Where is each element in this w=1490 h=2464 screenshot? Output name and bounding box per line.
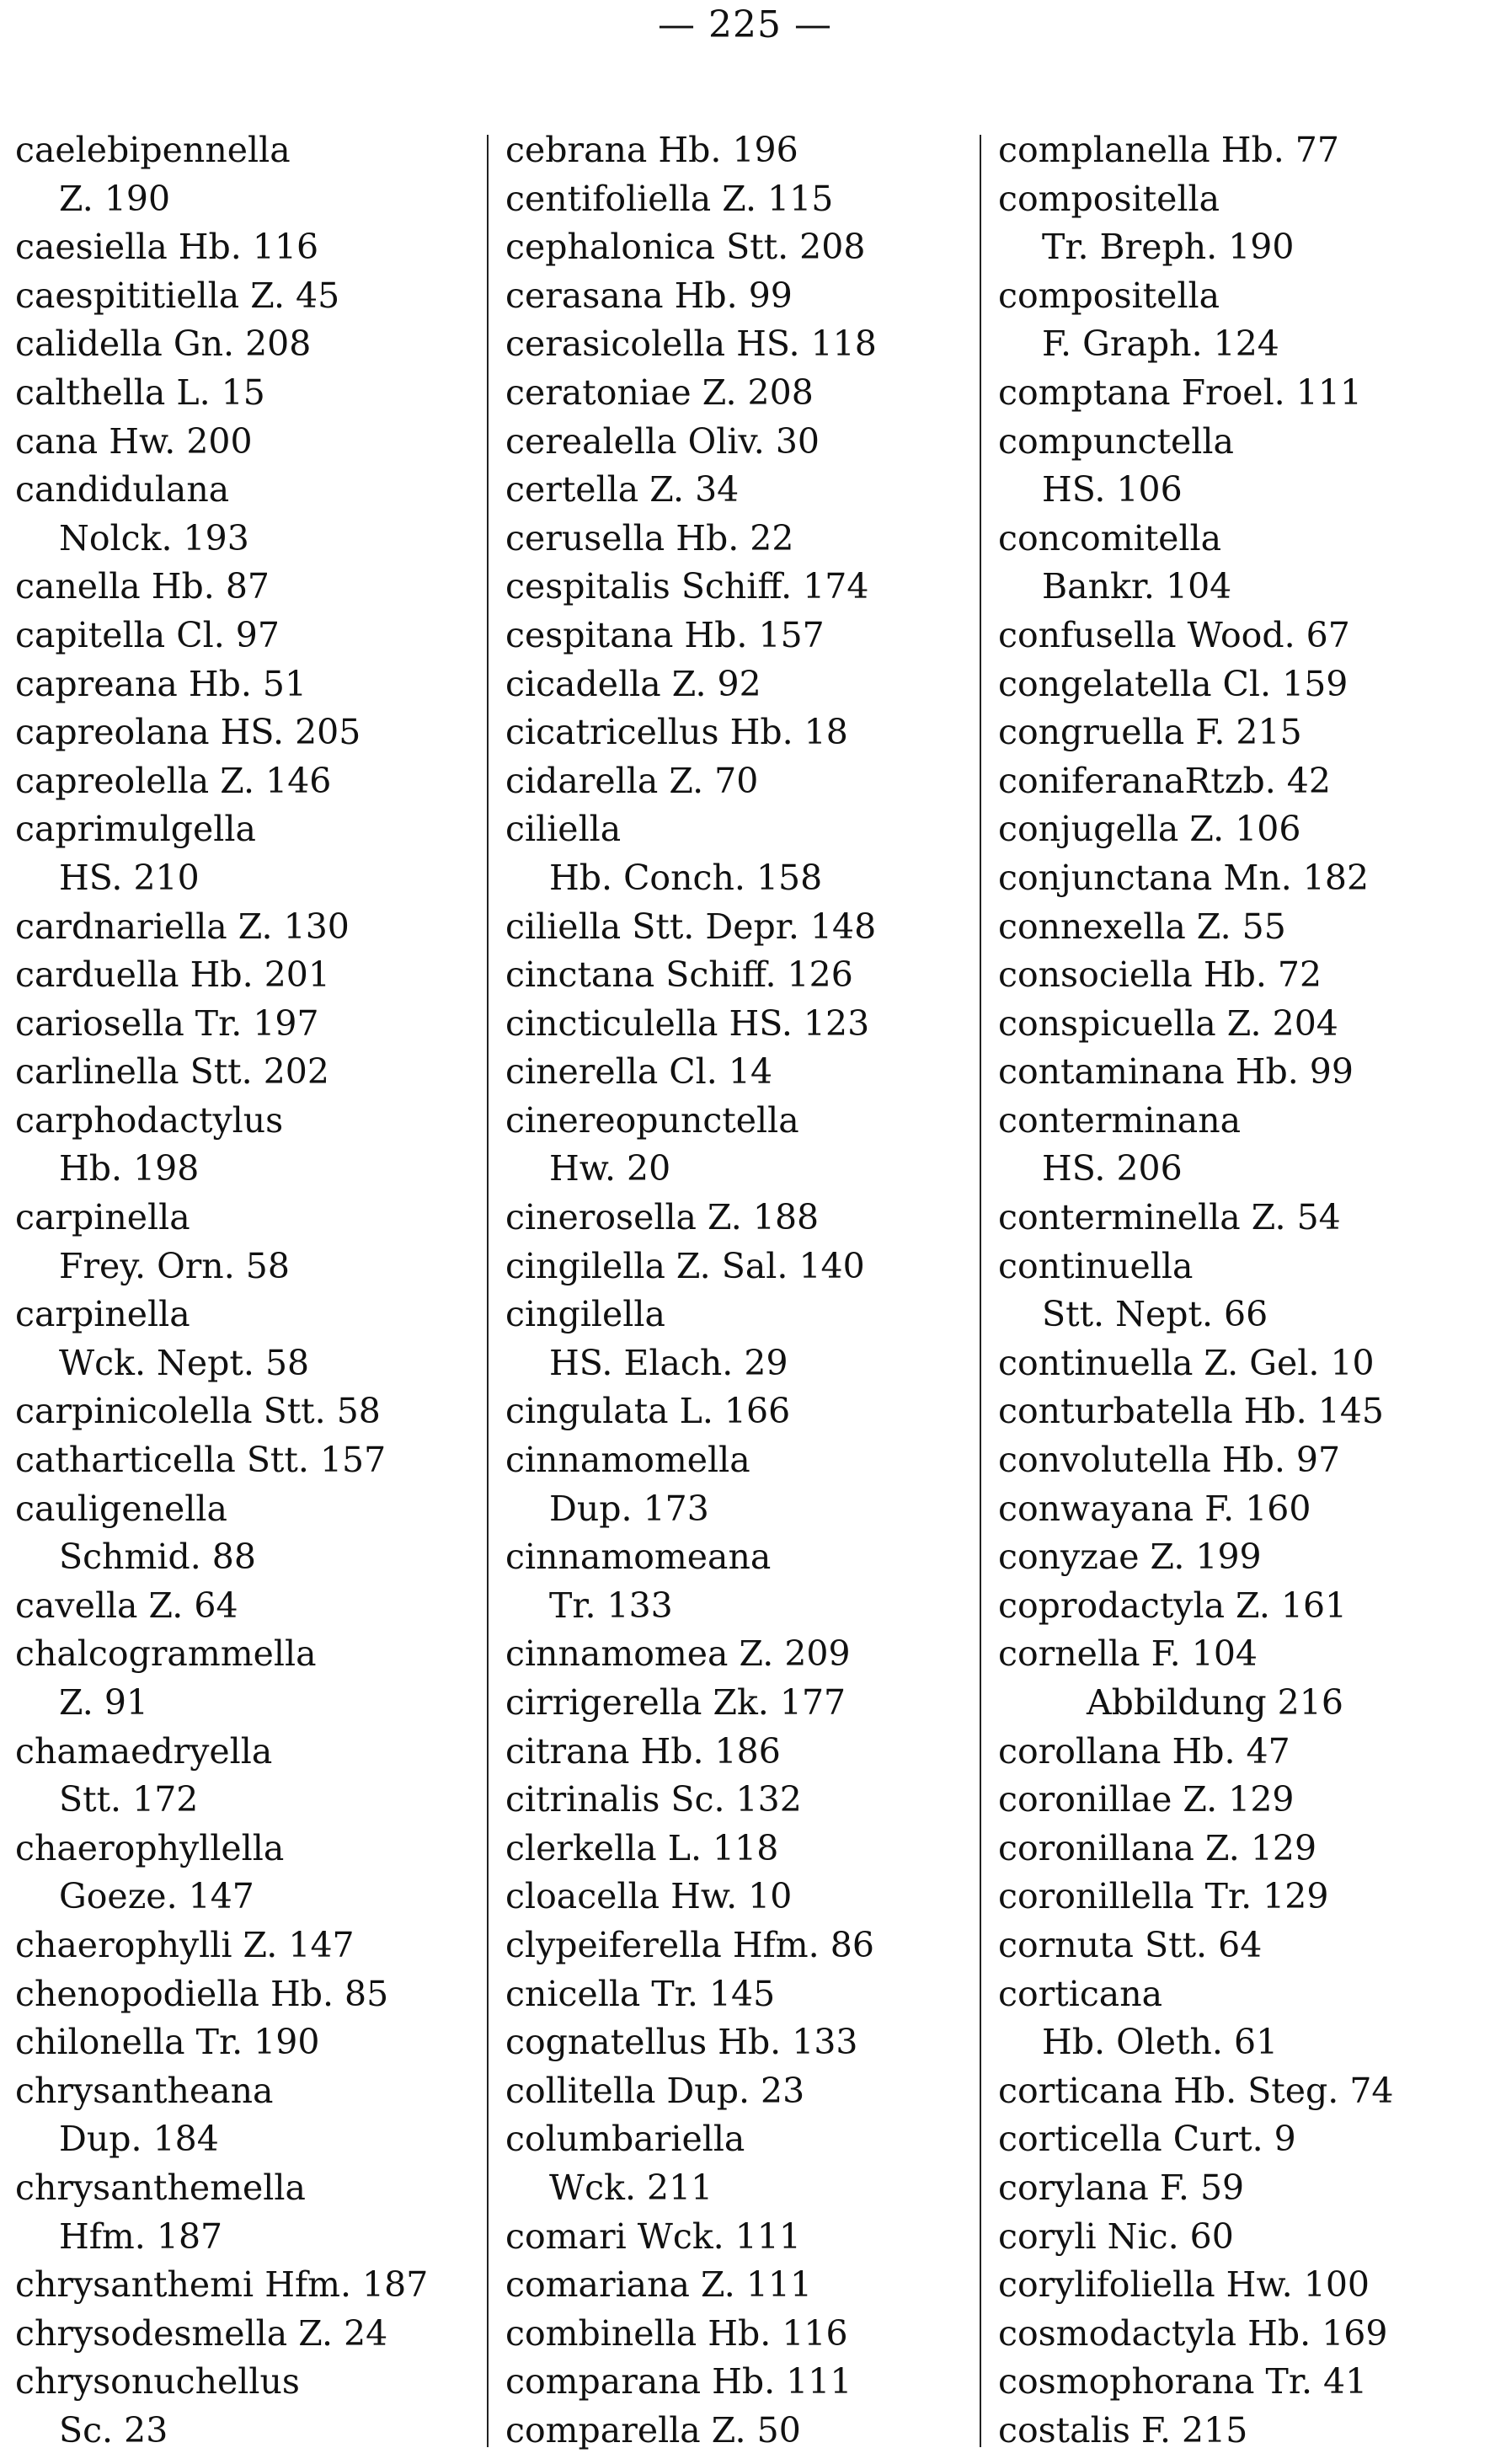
index-entry: coniferanaRtzb. 42 (998, 760, 1331, 801)
index-entry: chaerophylli Z. 147 (15, 1924, 355, 1965)
index-entry: cebrana Hb. 196 (505, 130, 798, 170)
index-entry: conjunctana Mn. 182 (998, 857, 1370, 898)
index-entry: Nolck. 193 (59, 517, 249, 559)
index-entry: cornella F. 104 (998, 1633, 1258, 1675)
index-entry: Hb. 198 (59, 1148, 200, 1189)
index-entry: corticana (998, 1973, 1163, 2014)
index-entry: convolutella Hb. 97 (998, 1440, 1341, 1481)
index-entry: Frey. Orn. 58 (59, 1245, 290, 1286)
index-entry: corollana Hb. 47 (998, 1730, 1290, 1772)
index-entry: chrysanthemi Hfm. 187 (15, 2264, 429, 2306)
index-entry: canella Hb. 87 (15, 566, 270, 607)
index-entry: cincticulella HS. 123 (505, 1002, 870, 1044)
index-entry: ciliella Stt. Depr. 148 (505, 906, 877, 947)
index-entry: chrysonuchellus (15, 2361, 300, 2403)
index-entry: Hfm. 187 (59, 2215, 223, 2257)
index-entry: conyzae Z. 199 (998, 1537, 1262, 1578)
index-entry: cosmophorana Tr. 41 (998, 2361, 1368, 2403)
index-entry: comparella Z. 50 (505, 2409, 801, 2451)
index-entry: complanella Hb. 77 (998, 130, 1339, 170)
index-entry: cingulata L. 166 (505, 1391, 791, 1432)
index-entry: candidulana (15, 469, 230, 510)
index-entry: conspicuella Z. 204 (998, 1002, 1338, 1044)
index-entry: cavella Z. 64 (15, 1585, 238, 1626)
index-entry: Stt. 172 (59, 1779, 199, 1820)
index-entry: coronillana Z. 129 (998, 1827, 1317, 1868)
index-entry: HS. Elach. 29 (549, 1342, 788, 1383)
index-entry: cespitalis Schiff. 174 (505, 566, 869, 607)
index-entry: HS. 210 (59, 857, 200, 898)
index-entry: conturbatella Hb. 145 (998, 1391, 1384, 1432)
index-entry: Bankr. 104 (1042, 566, 1232, 607)
page-number: — 225 — (658, 3, 832, 46)
index-entry: confusella Wood. 67 (998, 614, 1350, 655)
index-entry: Z. 91 (59, 1682, 149, 1723)
index-entry: cana Hw. 200 (15, 420, 253, 462)
index-entry: catharticella Stt. 157 (15, 1440, 387, 1481)
index-entry: conterminana (998, 1099, 1242, 1141)
index-entry: continuella Z. Gel. 10 (998, 1342, 1375, 1383)
index-entry: cinereopunctella (505, 1099, 799, 1141)
index-entry: chrysantheana (15, 2070, 274, 2111)
index-entry: comptana Froel. 111 (998, 371, 1363, 413)
index-entry: Tr. 133 (549, 1585, 673, 1626)
index-entry: congelatella Cl. 159 (998, 663, 1348, 704)
index-entry: Hb. Conch. 158 (549, 857, 823, 898)
index-entry: cinnamomea Z. 209 (505, 1633, 851, 1675)
column-divider (487, 135, 489, 2447)
index-entry: cornuta Stt. 64 (998, 1924, 1263, 1965)
index-entry: cinctana Schiff. 126 (505, 954, 853, 996)
index-entry: collitella Dup. 23 (505, 2070, 805, 2111)
index-entry: clerkella L. 118 (505, 1827, 779, 1868)
index-entry: corylana F. 59 (998, 2167, 1245, 2208)
index-column-1 (15, 126, 487, 2456)
index-entry: cerealella Oliv. 30 (505, 420, 820, 462)
index-entry: comari Wck. 111 (505, 2215, 801, 2257)
index-entry: conterminella Z. 54 (998, 1197, 1341, 1238)
index-entry: cingilella (505, 1294, 665, 1335)
index-entry: F. Graph. 124 (1042, 323, 1279, 365)
index-entry: Hb. Oleth. 61 (1042, 2022, 1279, 2063)
index-entry: coprodactyla Z. 161 (998, 1585, 1348, 1626)
index-entry: chamaedryella (15, 1730, 273, 1772)
index-entry: continuella (998, 1245, 1194, 1286)
index-entry: cicadella Z. 92 (505, 663, 761, 704)
index-entry: Wck. 211 (549, 2167, 713, 2208)
index-entry: cnicella Tr. 145 (505, 1973, 776, 2014)
index-entry: clypeiferella Hfm. 86 (505, 1924, 874, 1965)
index-entry: Hw. 20 (549, 1148, 671, 1189)
index-entry: conwayana F. 160 (998, 1488, 1311, 1529)
index-entry: combinella Hb. 116 (505, 2312, 848, 2354)
index-entry: cicatricellus Hb. 18 (505, 712, 848, 753)
index-entry: Stt. Nept. 66 (1042, 1294, 1268, 1335)
index-entry: Goeze. 147 (59, 1876, 254, 1917)
index-entry: cloacella Hw. 10 (505, 1876, 793, 1917)
index-entry: Sc. 23 (59, 2409, 168, 2451)
index-entry: chalcogrammella (15, 1633, 317, 1675)
index-entry: cidarella Z. 70 (505, 760, 759, 801)
index-entry: chilonella Tr. 190 (15, 2022, 320, 2063)
index-entry: centifoliella Z. 115 (505, 178, 834, 219)
index-entry: cinnamomella (505, 1440, 750, 1481)
index-entry: chrysodesmella Z. 24 (15, 2312, 388, 2354)
index-entry: cauligenella (15, 1488, 227, 1529)
index-entry: conjugella Z. 106 (998, 809, 1301, 850)
index-entry: carpinicolella Stt. 58 (15, 1391, 381, 1432)
index-entry: carpinella (15, 1197, 190, 1238)
index-column-2 (505, 126, 977, 2456)
index-entry: compunctella (998, 420, 1234, 462)
index-entry: HS. 206 (1042, 1148, 1183, 1189)
index-entry: citrinalis Sc. 132 (505, 1779, 802, 1820)
index-entry: carpinella (15, 1294, 190, 1335)
index-entry: capreolella Z. 146 (15, 760, 332, 801)
index-entry: Wck. Nept. 58 (59, 1342, 310, 1383)
index-entry: cognatellus Hb. 133 (505, 2022, 858, 2063)
index-entry: capreolana HS. 205 (15, 712, 361, 753)
index-entry: chaerophyllella (15, 1827, 285, 1868)
index-entry: carlinella Stt. 202 (15, 1051, 329, 1093)
index-entry: comariana Z. 111 (505, 2264, 813, 2306)
index-entry: caespititiella Z. 45 (15, 275, 340, 316)
index-entry: citrana Hb. 186 (505, 1730, 781, 1772)
index-entry: ciliella (505, 809, 622, 850)
index-entry: Schmid. 88 (59, 1537, 256, 1578)
index-entry: cerasicolella HS. 118 (505, 323, 877, 365)
index-entry: concomitella (998, 517, 1222, 559)
index-entry: costalis F. 215 (998, 2409, 1248, 2451)
column-divider (980, 135, 981, 2447)
index-entry: Dup. 184 (59, 2119, 219, 2160)
index-entry: Abbildung 216 (1087, 1682, 1343, 1723)
index-entry: cardnariella Z. 130 (15, 906, 350, 947)
index-entry: coronillae Z. 129 (998, 1779, 1295, 1820)
index-entry: caesiella Hb. 116 (15, 227, 319, 268)
index-entry: carphodactylus (15, 1099, 284, 1141)
index-entry: cerasana Hb. 99 (505, 275, 793, 316)
index-entry: chenopodiella Hb. 85 (15, 1973, 389, 2014)
index-entry: cariosella Tr. 197 (15, 1002, 319, 1044)
index-entry: coronillella Tr. 129 (998, 1876, 1329, 1917)
index-entry: Dup. 173 (549, 1488, 709, 1529)
index-entry: Tr. Breph. 190 (1042, 227, 1295, 268)
index-entry: capreana Hb. 51 (15, 663, 307, 704)
index-entry: calidella Gn. 208 (15, 323, 312, 365)
index-entry: calthella L. 15 (15, 371, 265, 413)
index-entry: Z. 190 (59, 178, 171, 219)
index-entry: corticella Curt. 9 (998, 2119, 1296, 2160)
index-entry: corylifoliella Hw. 100 (998, 2264, 1370, 2306)
index-entry: capitella Cl. 97 (15, 614, 280, 655)
index-entry: ceratoniae Z. 208 (505, 371, 814, 413)
index-entry: cephalonica Stt. 208 (505, 227, 866, 268)
index-entry: corticana Hb. Steg. 74 (998, 2070, 1394, 2111)
index-entry: caprimulgella (15, 809, 256, 850)
index-entry: cinerella Cl. 14 (505, 1051, 773, 1093)
index-entry: compositella (998, 275, 1220, 316)
index-column-3 (998, 126, 1487, 2456)
index-entry: cirrigerella Zk. 177 (505, 1682, 846, 1723)
index-entry: compositella (998, 178, 1220, 219)
index-entry: columbariella (505, 2119, 745, 2160)
index-entry: cingilella Z. Sal. 140 (505, 1245, 865, 1286)
index-entry: coryli Nic. 60 (998, 2215, 1234, 2257)
index-entry: cespitana Hb. 157 (505, 614, 825, 655)
index-entry: connexella Z. 55 (998, 906, 1286, 947)
index-entry: contaminana Hb. 99 (998, 1051, 1354, 1093)
index-entry: cinerosella Z. 188 (505, 1197, 820, 1238)
index-entry: comparana Hb. 111 (505, 2361, 852, 2403)
index-entry: HS. 106 (1042, 469, 1183, 510)
index-entry: congruella F. 215 (998, 712, 1302, 753)
index-entry: cerusella Hb. 22 (505, 517, 794, 559)
index-entry: cinnamomeana (505, 1537, 772, 1578)
index-entry: consociella Hb. 72 (998, 954, 1322, 996)
index-entry: caelebipennella (15, 130, 291, 170)
index-entry: chrysanthemella (15, 2167, 306, 2208)
index-entry: certella Z. 34 (505, 469, 740, 510)
index-entry: cosmodactyla Hb. 169 (998, 2312, 1388, 2354)
index-entry: carduella Hb. 201 (15, 954, 330, 996)
